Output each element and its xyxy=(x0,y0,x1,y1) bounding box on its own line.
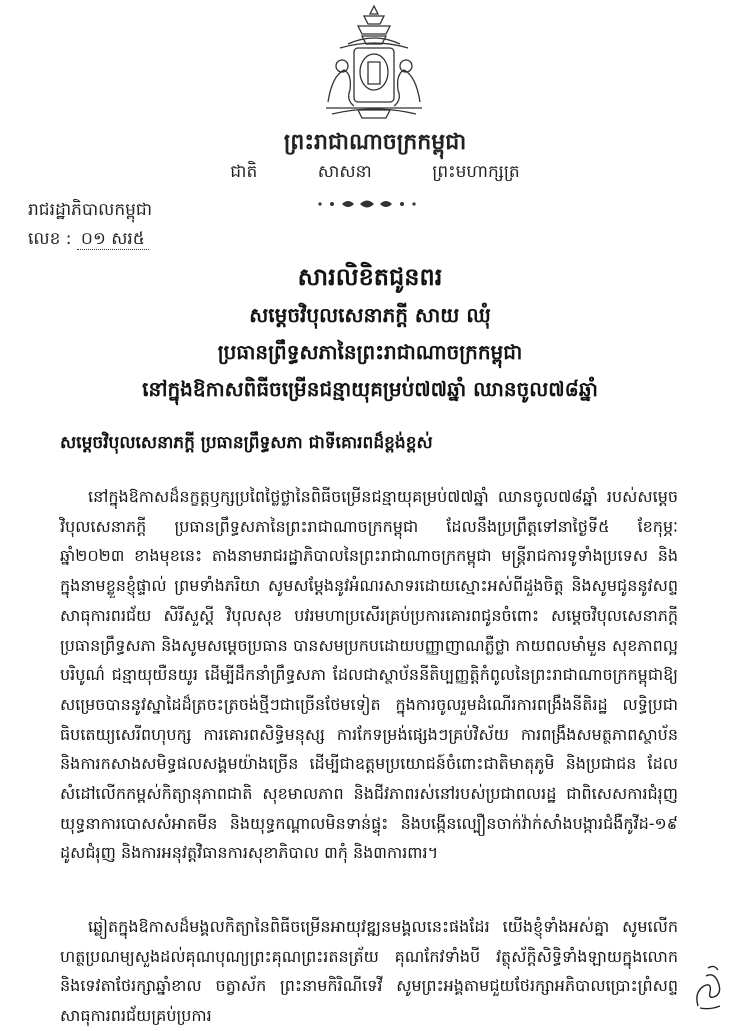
kingdom-title: ព្រះរាជាណាចក្រកម្ពុជា xyxy=(283,130,467,155)
body-paragraph-1: នៅក្នុងឱកាសដ៏នក្ខត្តឫក្សប្រពៃថ្លៃថ្លានៃពិធីចម្រើនជន្មាយុគម្រប់៧៧ឆ្នាំ ឈានចូល៧៨ឆ្នាំ របស់សម្តេចវិបុលសេនាភក្តី ប្រធានព្រឹទ្ធសភានៃព្រះរាជាណាចក្រកម្ពុជា ដែលនឹងប្រព្រឹត្តទៅនាថ្ងៃទី៥ ខែកុម្ភៈ ឆ្នាំ២០២៣ ខាងមុខនេះ តាងនាមរាជរដ្ឋាភិបាលនៃព្រះរាជាណាចក្រកម្ពុជា មន្ត្រីរាជការទូទាំងប្រទេស និងក្នុងនាមខ្លួនខ្ញុំផ្ទាល់ ព្រមទាំងភរិយា សូមសម្តែងនូវអំណរសាទរដោយស្មោះអស់ពីដួងចិត្ត និងសូមជូននូវសព្ទសាធុការពរជ័យ សិរីសួស្តី វិបុលសុខ បវរមហាប្រសើរគ្រប់ប្រការគោរពជូនចំពោះ សម្តេចវិបុលសេនាភក្តី ប្រធានព្រឹទ្ធសភា និងសូមសម្តេចប្រធាន បានសមប្រកបដោយបញ្ញាញាណភ្លឺថ្លា កាយពលមាំមួន សុខភាពល្អបរិបូណ៌ ជន្មាយុយឺនយូរ ដើម្បីដឹកនាំព្រឹទ្ធសភា ដែលជាស្ថាប័ននីតិប្បញ្ញត្តិកំពូលនៃព្រះរាជាណាចក្រកម្ពុជាឱ្យសម្រេចបាននូវស្នាដៃដ៏ត្រចះត្រចង់ថ្មីៗជាច្រើនថែមទៀត ក្នុងការចូលរួមដំណើរការពង្រឹងនីតិរដ្ឋ លទ្ធិប្រជាធិបតេយ្យសេរីពហុបក្ស ការគោរពសិទ្ធិមនុស្ស ការកែទម្រង់ផ្សេងៗគ្រប់វិស័យ ការពង្រឹងសមត្ថភាពស្ថាប័ន និងការកសាងសមិទ្ធផលសង្គមយ៉ាងច្រើន ដើម្បីជាឧត្តមប្រយោជន៍ចំពោះជាតិមាតុភូមិ និងប្រជាជន ដែលសំដៅលើកកម្ពស់កិត្យានុភាពជាតិ សុខមាលភាព និងជីវភាពរស់នៅរបស់ប្រជាពលរដ្ឋ ជាពិសេសការជំរុញយុទ្ធនាការបោសសំអាតមីន និងយុទ្ធកណ្តាលមិនទាន់ផ្ទុះ និងបង្កើនល្បឿនចាក់វ៉ាក់សាំងបង្ការជំងឺកូវីដ-១៩ ដូសជំរុញ និងការអនុវត្តវិធានការសុខាភិបាល ៣កុំ និង៣ការពារ។ xyxy=(60,487,678,863)
handwritten-initial-icon xyxy=(690,962,726,1012)
motto-religion: សាសនា xyxy=(317,162,372,182)
royal-coat-of-arms-icon xyxy=(318,4,430,122)
decorative-divider-icon xyxy=(312,197,422,211)
motto-nation: ជាតិ xyxy=(230,162,258,182)
body-paragraph-2: ឆ្លៀតក្នុងឱកាសដ៏មង្គលកិត្យានៃពិធីចម្រើនអាយុវឌ្ឍនមង្គលនេះផងដែរ យើងខ្ញុំទាំងអស់គ្នា សូមលើកហត្ថប្រណម្យសួងដល់គុណបុណ្យព្រះគុណព្រះរតនត្រ័យ គុណកែវទាំងបី វត្ថុស័ក្តិសិទ្ធិទាំងឡាយក្នុងលោក និងទេវតាថែរក្សាឆ្នាំខាល ចត្វាស័ក ព្រះនាមកិរិណីទេវី សូមព្រះអង្គតាមជួយថែរក្សាអភិបាលប្រោះព្រំសព្ទសាធុការពរជ័យគ្រប់ប្រការ xyxy=(60,917,678,1026)
occasion-line: នៅក្នុងឱកាសពិធីចម្រើនជន្មាយុគម្រប់៧៧ឆ្នាំ ឈានចូល៧៨ឆ្នាំ xyxy=(142,377,598,401)
reference-label: លេខ : xyxy=(28,229,72,249)
national-motto xyxy=(200,161,550,186)
document-title: សារលិខិតជូនពរ xyxy=(297,263,443,291)
issuing-government: រាជរដ្ឋាភិបាលកម្ពុជា xyxy=(28,200,153,220)
reference-number-row xyxy=(28,228,149,253)
recipient-position: ប្រធានព្រឹទ្ធសភានៃព្រះរាជាណាចក្រកម្ពុជា xyxy=(217,340,523,364)
salutation: សម្តេចវិបុលសេនាភក្តី ប្រធានព្រឹទ្ធសភា ជាទីគោរពដ៏ខ្ពង់ខ្ពស់ xyxy=(60,433,433,453)
motto-king: ព្រះមហាក្សត្រ xyxy=(432,162,520,182)
recipient-name: សម្តេចវិបុលសេនាភក្តី សាយ ឈុំ xyxy=(249,303,491,327)
reference-number: ០១ សរ៥ xyxy=(77,229,149,250)
